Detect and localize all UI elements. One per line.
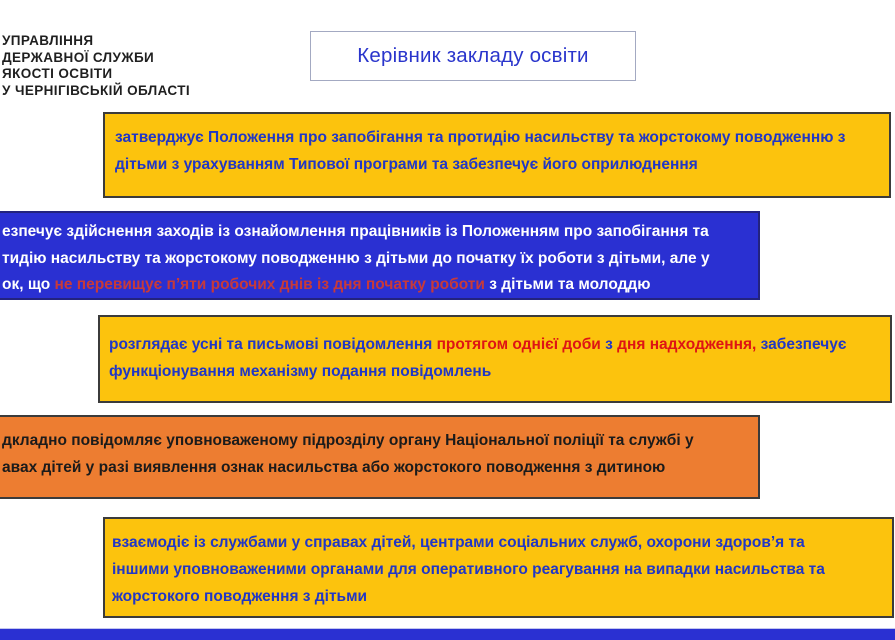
- highlighted-text: протягом однієї доби: [436, 336, 606, 353]
- box-notifies-police: [0, 415, 760, 499]
- text-segment: жорстокого поводження з дітьми: [112, 588, 368, 605]
- text-segment: з: [605, 336, 618, 353]
- text-line: [115, 124, 881, 151]
- text-line: [2, 246, 750, 273]
- text-line: [109, 358, 882, 385]
- text-line: [112, 556, 884, 583]
- text-line: [115, 151, 881, 178]
- text-line: ДЕРЖАВНОЇ СЛУЖБИ: [2, 49, 155, 65]
- footer-bar: [0, 628, 895, 640]
- text-segment: дкладно повідомляє уповноваженому підрозділу органу Національної поліції та службі у: [2, 432, 694, 449]
- page-title: Керівник закладу освіти: [357, 44, 589, 67]
- text-line: [109, 331, 882, 358]
- text-segment: забезпечує: [756, 336, 847, 353]
- text-segment: ок, що: [2, 276, 55, 293]
- text-segment: з дітьми та молоддю: [484, 276, 651, 293]
- box-familiarize-staff: [0, 211, 760, 300]
- text-line: [112, 583, 884, 610]
- text-segment: іншими уповноваженими органами для оперативного реагування на випадки насильства та: [112, 561, 825, 578]
- text-segment: функціонування механізму подання повідомлень: [109, 363, 492, 380]
- text-line: [2, 219, 750, 246]
- box-reviews-reports: [98, 315, 892, 403]
- text-line: [2, 272, 750, 299]
- text-line: ЯКОСТІ ОСВІТИ: [2, 66, 113, 81]
- text-line: [2, 454, 750, 481]
- text-segment: взаємодіє із службами у справах дітей, центрами соціальних служб, охорони здоров’я та: [112, 534, 805, 551]
- text-segment: затверджує Положення про запобігання та протидію насильству та жорстокому поводженню з: [115, 129, 846, 146]
- title-box: [310, 31, 636, 81]
- highlighted-text: не перевищує п’яти робочих днів із дня початку роботи: [54, 276, 485, 293]
- text-line: [2, 427, 750, 454]
- text-line: УПРАВЛІННЯ: [2, 33, 94, 48]
- text-segment: тидію насильству та жорстокому поводженню з дітьми до початку їх роботи з дітьми, але у: [2, 249, 710, 267]
- text-segment: дітьми з урахуванням Типової програми та забезпечує його оприлюднення: [115, 156, 698, 173]
- text-line: [112, 529, 884, 556]
- text-segment: езпечує здійснення заходів із ознайомлення працівників із Положенням про запобігання та: [2, 223, 709, 240]
- box-approves-policy: [103, 112, 891, 198]
- text-segment: розглядає усні та письмові повідомлення: [109, 336, 437, 353]
- org-logo-text: [2, 33, 190, 99]
- text-line: У ЧЕРНІГІВСЬКІЙ ОБЛАСТІ: [2, 82, 191, 98]
- text-segment: авах дітей у разі виявлення ознак насильства або жорстокого поводження з дитиною: [2, 459, 666, 476]
- box-interacts-services: [103, 517, 894, 618]
- highlighted-text: дня надходження,: [617, 336, 757, 353]
